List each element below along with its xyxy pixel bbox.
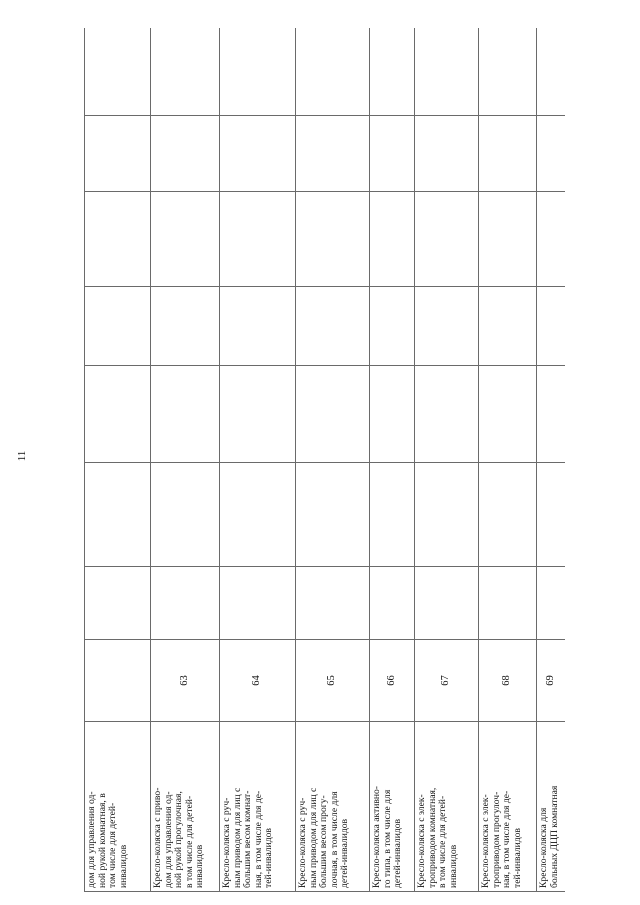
empty-cell [415, 287, 479, 366]
empty-cell [220, 567, 296, 640]
item-name-line: инвалидов [194, 844, 206, 888]
item-name-line: дом для управления од- [86, 791, 97, 888]
empty-cell [296, 28, 370, 116]
empty-cell [296, 192, 370, 287]
empty-cell [537, 567, 566, 640]
item-name-line: ная, в том числе для де- [252, 790, 264, 888]
empty-cell [85, 463, 151, 567]
item-name-line: троприводом комнатная, [426, 787, 438, 888]
empty-cell [296, 116, 370, 192]
empty-cell [296, 463, 370, 567]
table-row [415, 28, 479, 892]
item-name-line: в том числе для детей- [437, 795, 449, 888]
item-name-line: тей-инвалидов [511, 828, 523, 888]
empty-cell [370, 366, 415, 463]
empty-cell [370, 116, 415, 192]
empty-cell [151, 463, 220, 567]
item-name-line: Кресло-коляска активно- [371, 786, 382, 888]
empty-cell [370, 287, 415, 366]
item-name-line: детей-инвалидов [392, 818, 404, 888]
empty-cell [220, 28, 296, 116]
item-name-line: ной рукой комнатная, в [96, 793, 108, 888]
empty-cell [220, 192, 296, 287]
empty-cell [415, 567, 479, 640]
empty-cell [537, 366, 566, 463]
item-name-line: го типа, в том числе для [381, 789, 393, 888]
item-number-cell: 66 [370, 640, 415, 722]
item-name-line: том числе для детей- [107, 802, 119, 888]
item-name-cell [151, 722, 220, 892]
item-name-cell [85, 722, 151, 892]
item-name-line: инвалидов [117, 844, 129, 888]
item-name-cell [479, 722, 537, 892]
item-name-line: Кресло-коляска с элек- [480, 794, 491, 888]
table-row [370, 28, 415, 892]
empty-cell [296, 287, 370, 366]
item-name-line: больных ДЦП комнатная [548, 785, 560, 888]
empty-cell [479, 567, 537, 640]
table-row [296, 28, 370, 892]
item-name-line: Кресло-коляска с руч- [221, 797, 232, 888]
empty-cell [296, 366, 370, 463]
empty-cell [85, 287, 151, 366]
item-name-line: Кресло-коляска с приво- [152, 787, 163, 888]
table-row [220, 28, 296, 892]
empty-cell [537, 28, 566, 116]
table-row [151, 28, 220, 892]
table-row [479, 28, 537, 892]
empty-cell [220, 287, 296, 366]
table-row [537, 28, 566, 892]
item-number-cell: 69 [537, 640, 566, 722]
empty-cell [479, 287, 537, 366]
item-name-cell [537, 722, 566, 892]
item-name-line: ным приводом для лиц с [307, 787, 319, 888]
item-name-line: инвалидов [447, 844, 459, 888]
item-number-cell: 63 [151, 640, 220, 722]
empty-cell [415, 28, 479, 116]
empty-cell [220, 366, 296, 463]
item-name-line: Кресло-коляска для [538, 807, 549, 888]
empty-cell [151, 116, 220, 192]
item-name-line: ная, в том числе для де- [501, 790, 513, 888]
document-table [84, 28, 565, 892]
item-name-cell [415, 722, 479, 892]
item-name-line: лочная, в том числе для [328, 791, 340, 888]
item-number-cell: 65 [296, 640, 370, 722]
empty-cell [151, 567, 220, 640]
item-name-line: Кресло-коляска с элек- [416, 794, 427, 888]
item-name-cell [220, 722, 296, 892]
item-number-cell [85, 640, 151, 722]
empty-cell [220, 463, 296, 567]
empty-cell [85, 366, 151, 463]
empty-cell [151, 287, 220, 366]
empty-cell [85, 116, 151, 192]
empty-cell [85, 192, 151, 287]
item-name-cell [296, 722, 370, 892]
empty-cell [415, 366, 479, 463]
item-name-line: ной рукой прогулочная, [173, 791, 185, 888]
item-name-line: дом для управления од- [162, 791, 174, 888]
empty-cell [415, 192, 479, 287]
empty-cell [370, 567, 415, 640]
empty-cell [537, 463, 566, 567]
item-name-cell [370, 722, 415, 892]
item-name-line: большим весом комнат- [242, 790, 254, 888]
item-number-cell: 64 [220, 640, 296, 722]
document-table-wrapper [84, 28, 565, 892]
item-name-line: большим весом прогу- [318, 795, 330, 888]
page-number: 11 [16, 450, 28, 462]
empty-cell [220, 116, 296, 192]
item-name-line: ным приводом для лиц с [231, 787, 243, 888]
empty-cell [415, 116, 479, 192]
empty-cell [370, 28, 415, 116]
item-name-line: детей-инвалидов [339, 818, 351, 888]
empty-cell [537, 116, 566, 192]
item-name-line: в том числе для детей- [183, 795, 195, 888]
empty-cell [479, 28, 537, 116]
empty-cell [151, 28, 220, 116]
item-number-cell: 67 [415, 640, 479, 722]
empty-cell [479, 463, 537, 567]
item-name-line: тей-инвалидов [263, 828, 275, 888]
empty-cell [370, 192, 415, 287]
empty-cell [296, 567, 370, 640]
item-number-cell: 68 [479, 640, 537, 722]
empty-cell [151, 192, 220, 287]
item-name-line: троприводом прогулоч- [490, 791, 502, 888]
empty-cell [415, 463, 479, 567]
empty-cell [479, 366, 537, 463]
item-name-line: Кресло-коляска с руч- [297, 797, 308, 888]
empty-cell [479, 116, 537, 192]
empty-cell [537, 287, 566, 366]
table-row [85, 28, 151, 892]
empty-cell [537, 192, 566, 287]
empty-cell [370, 463, 415, 567]
empty-cell [85, 567, 151, 640]
empty-cell [479, 192, 537, 287]
table-body [85, 28, 566, 892]
empty-cell [151, 366, 220, 463]
empty-cell [85, 28, 151, 116]
